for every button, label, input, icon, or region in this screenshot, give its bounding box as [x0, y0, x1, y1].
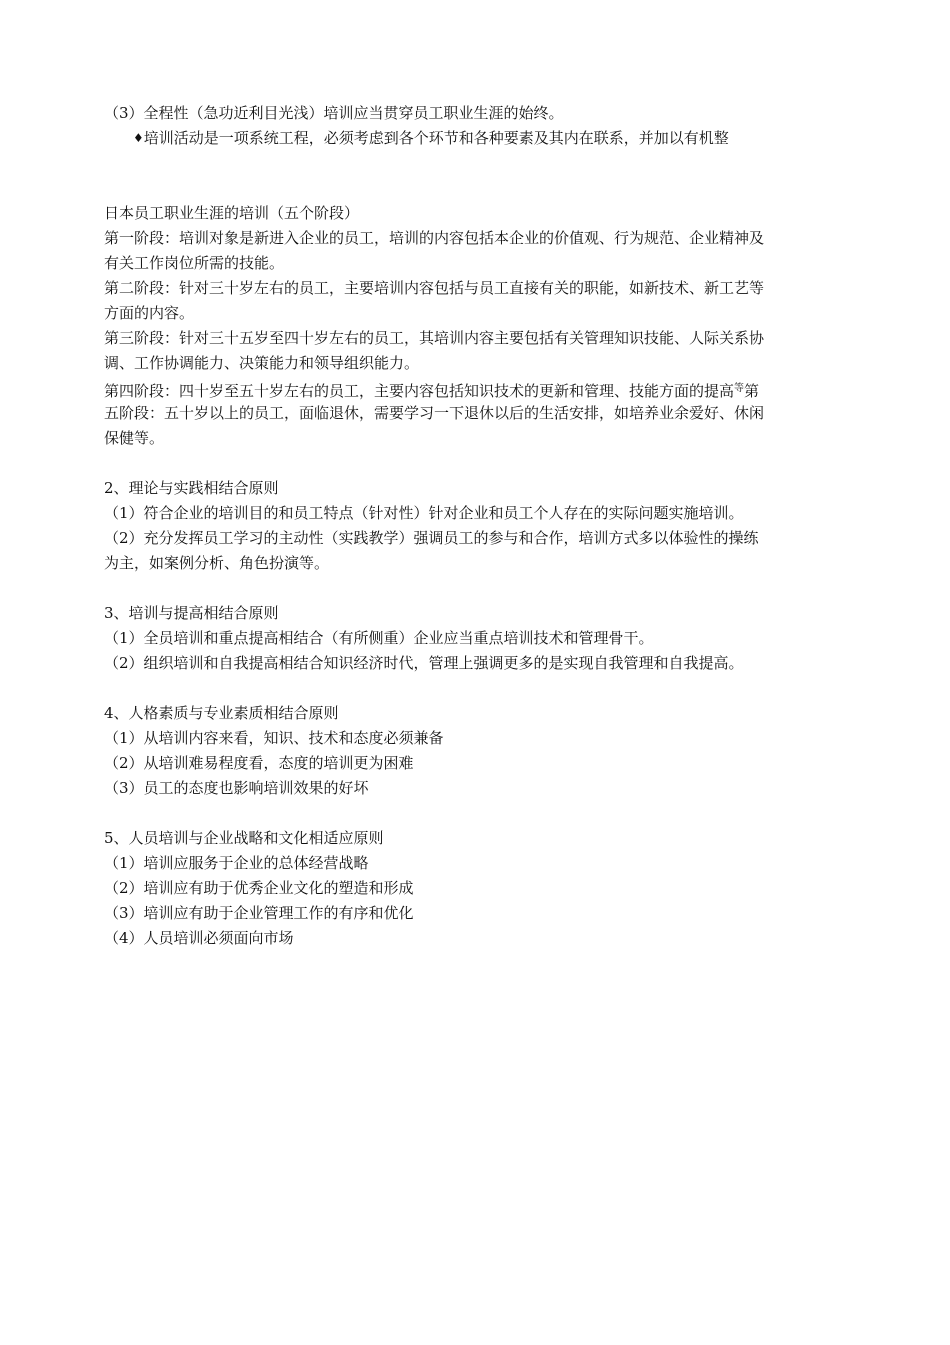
- stage4-small-char: 等: [734, 383, 745, 394]
- spacer: [104, 676, 864, 701]
- bullet-text: 培训活动是一项系统工程，必须考虑到各个环节和各种要素及其内在联系，并加以有机整: [143, 129, 729, 147]
- spacer: [104, 151, 864, 201]
- japan-heading: 日本员工职业生涯的培训（五个阶段）: [104, 204, 360, 222]
- principle5-line: （4）人员培训必须面向市场: [104, 929, 294, 947]
- spacer: [104, 451, 864, 476]
- principle4-line: （1）从培训内容来看，知识、技术和态度必须兼备: [104, 729, 444, 747]
- stage4-tail: 第: [744, 382, 760, 400]
- japan-line: 第三阶段：针对三十五岁至四十岁左右的员工，其培训内容主要包括有关管理知识技能、人际关系协: [104, 329, 765, 347]
- principle2-line: （1）符合企业的培训目的和员工特点（针对性）针对企业和员工个人存在的实际问题实施培训。: [104, 504, 744, 522]
- principle2-line: （2）充分发挥员工学习的主动性（实践教学）强调员工的参与和合作，培训方式多以体验性的操练: [104, 529, 759, 547]
- japan-stage4-line: [104, 376, 864, 401]
- principle4-line: （3）员工的态度也影响培训效果的好坏: [104, 779, 369, 797]
- japan-line: 第一阶段：培训对象是新进入企业的员工，培训的内容包括本企业的价值观、行为规范、企业精神及: [104, 229, 765, 247]
- diamond-bullet-icon: ♦: [133, 131, 144, 145]
- bullet-line: [104, 126, 864, 151]
- principle3-line: （1）全员培训和重点提高相结合（有所侧重）企业应当重点培训技术和管理骨干。: [104, 629, 654, 647]
- japan-line: 有关工作岗位所需的技能。: [104, 254, 285, 272]
- principle3-line: （2）组织培训和自我提高相结合知识经济时代，管理上强调更多的是实现自我管理和自我提高。: [104, 654, 744, 672]
- principle3-heading: 3、培训与提高相结合原则: [104, 604, 279, 622]
- principle5-line: （2）培训应有助于优秀企业文化的塑造和形成: [104, 879, 414, 897]
- spacer: [104, 801, 864, 826]
- japan-line: 方面的内容。: [104, 304, 195, 322]
- principle5-line: （1）培训应服务于企业的总体经营战略: [104, 854, 369, 872]
- principle4-heading: 4、人格素质与专业素质相结合原则: [104, 704, 339, 722]
- principle5-line: （3）培训应有助于企业管理工作的有序和优化: [104, 904, 414, 922]
- japan-line: 第二阶段：针对三十岁左右的员工，主要培训内容包括与员工直接有关的职能，如新技术、新工艺等: [104, 279, 765, 297]
- principle2-heading: 2、理论与实践相结合原则: [104, 479, 279, 497]
- section1-item3: （3）全程性（急功近利目光浅）培训应当贯穿员工职业生涯的始终。: [104, 104, 564, 122]
- spacer: [104, 576, 864, 601]
- principle5-heading: 5、人员培训与企业战略和文化相适应原则: [104, 829, 384, 847]
- japan-stage5-line: 保健等。: [104, 429, 165, 447]
- japan-line: 调、工作协调能力、决策能力和领导组织能力。: [104, 354, 420, 372]
- principle4-line: （2）从培训难易程度看，态度的培训更为困难: [104, 754, 414, 772]
- document-page: [104, 101, 864, 951]
- principle2-line: 为主，如案例分析、角色扮演等。: [104, 554, 330, 572]
- japan-stage5-line: 五阶段：五十岁以上的员工，面临退休，需要学习一下退休以后的生活安排，如培养业余爱好、休闲: [104, 404, 765, 422]
- stage4-text: 第四阶段：四十岁至五十岁左右的员工，主要内容包括知识技术的更新和管理、技能方面的提高: [104, 382, 735, 400]
